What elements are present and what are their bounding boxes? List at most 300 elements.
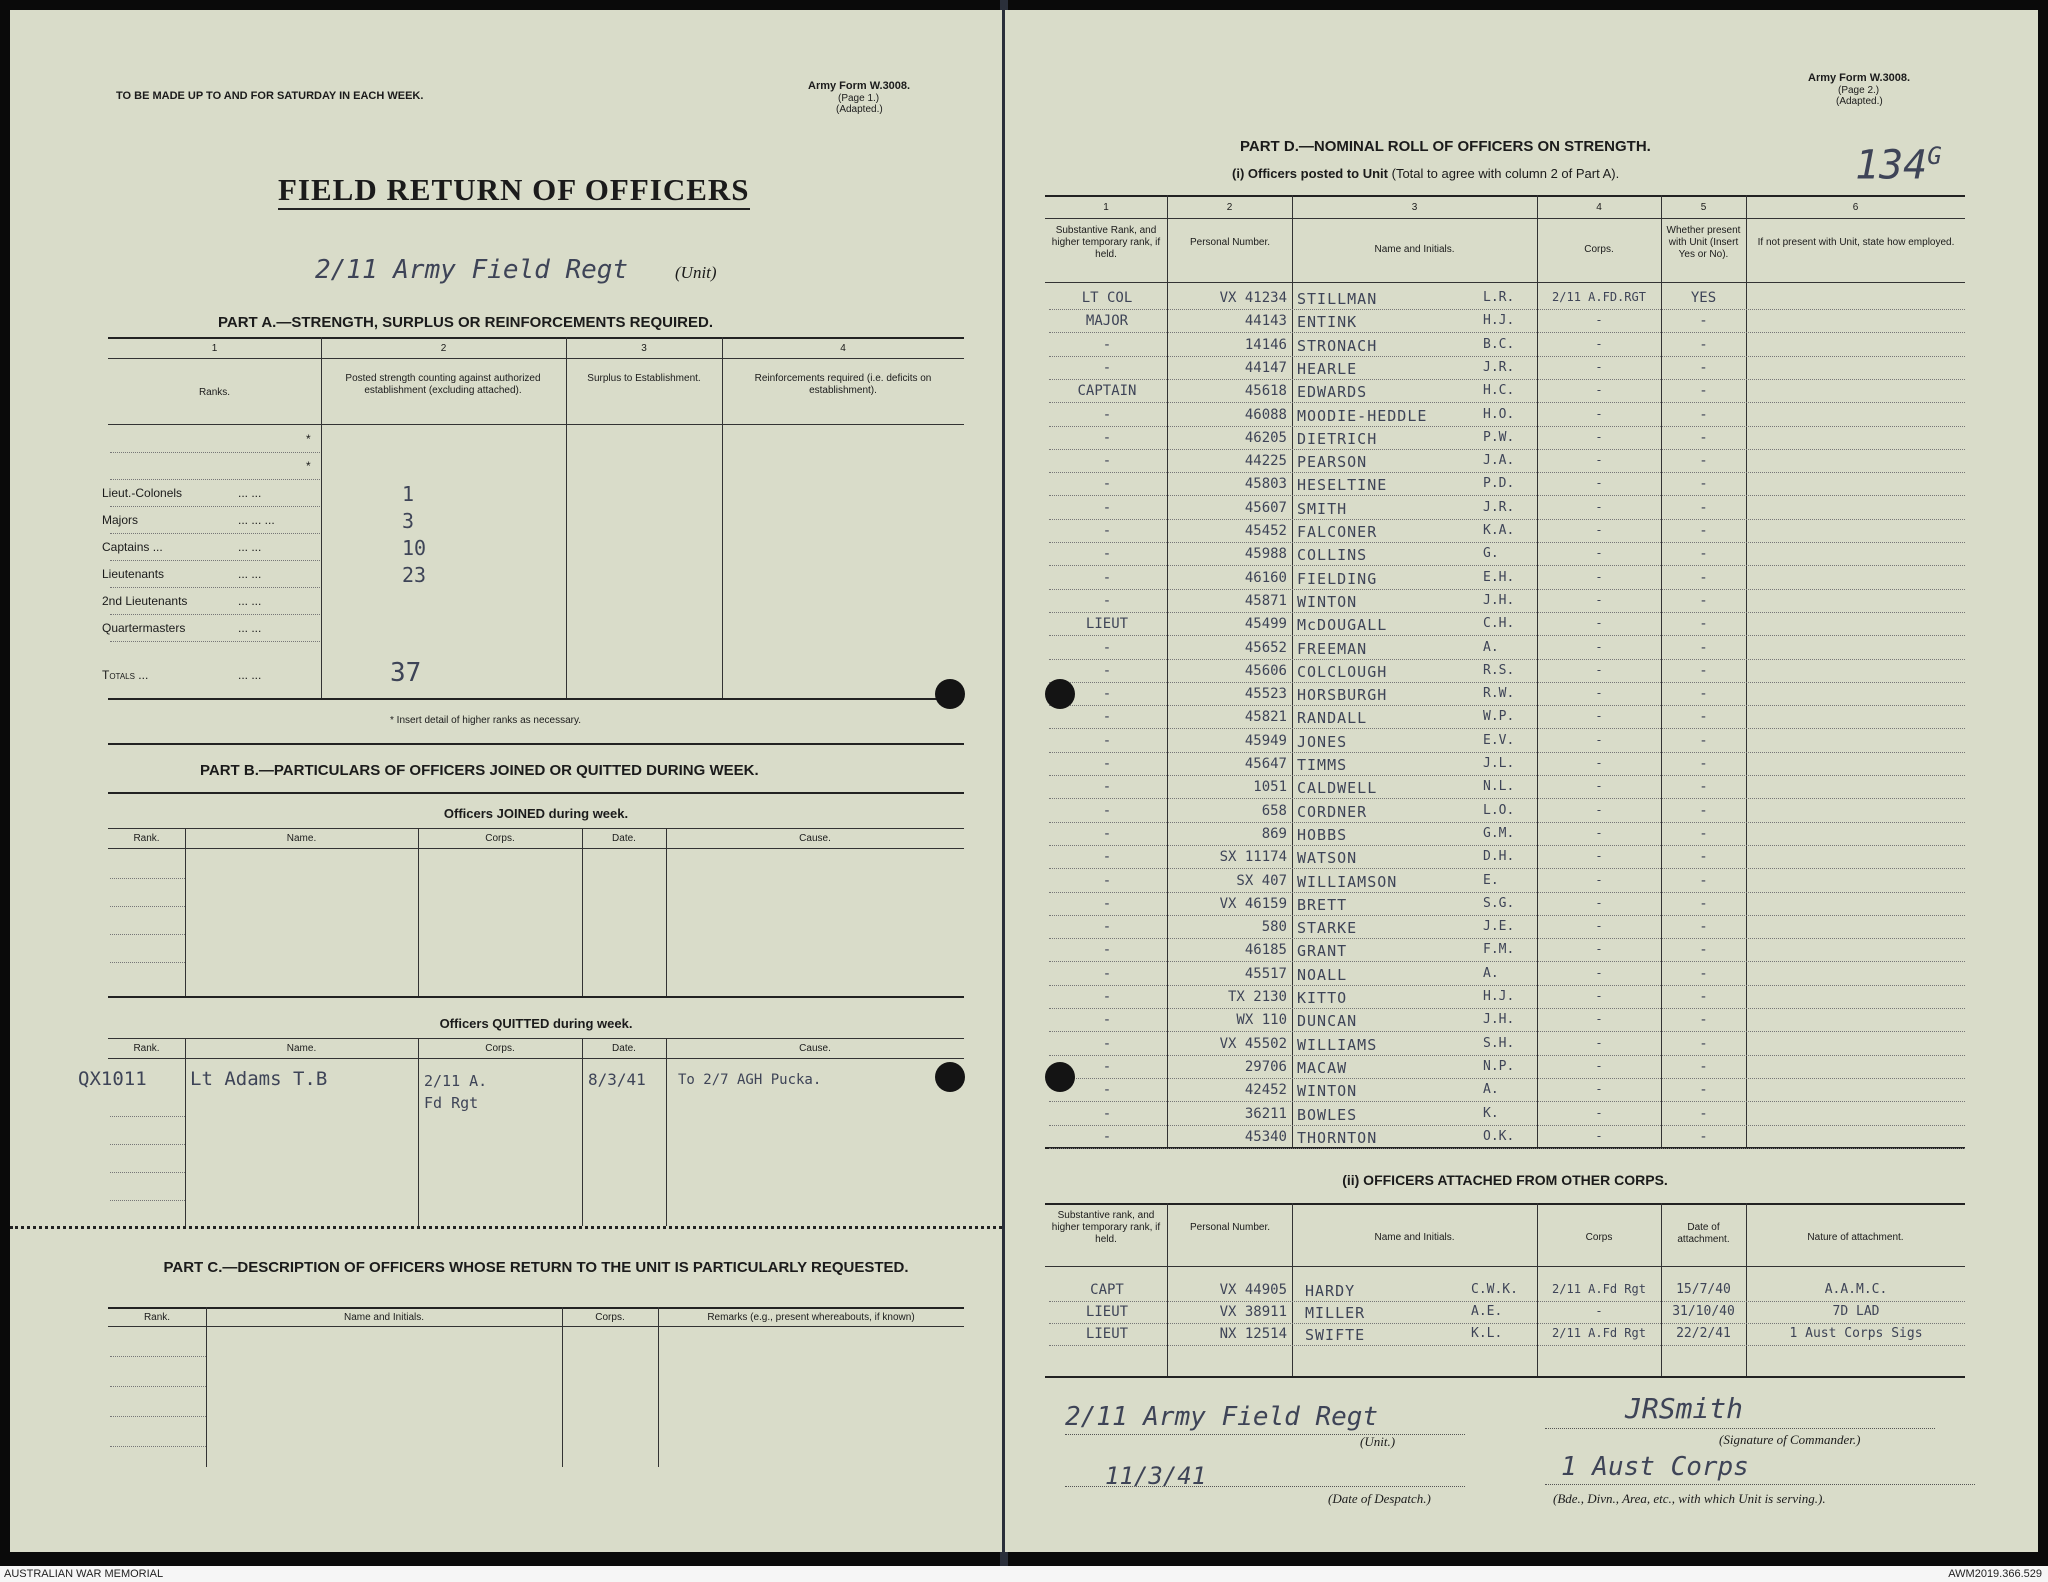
officer-present: - [1699,453,1708,469]
officer-name: DUNCAN [1297,1012,1358,1030]
officer-initials: G. [1483,546,1499,561]
officer-rank: CAPTAIN [1077,383,1137,399]
officer-rank: MAJOR [1085,313,1129,329]
attached-col-rank: Substantive rank, and higher temporary rank, if held. [1051,1210,1161,1245]
attached-name: HARDY [1305,1282,1356,1300]
officer-name: STRONACH [1297,337,1378,355]
attached-name: MILLER [1305,1304,1366,1322]
officer-corps: - [1595,337,1603,351]
officer-number: VX 41234 [1219,290,1287,306]
joined-col-rank: Rank. [133,833,160,844]
officer-row-rule [1049,1101,1965,1102]
officer-corps: - [1595,523,1603,537]
officer-number: 14146 [1244,337,1287,353]
officer-present: - [1699,593,1708,609]
officer-initials: L.O. [1483,803,1515,818]
part-d-col-num-4: 4 [1596,202,1602,213]
officer-name: THORNTON [1297,1129,1378,1147]
despatch-date-label: (Date of Despatch.) [1328,1491,1431,1506]
officer-initials: E.H. [1483,570,1515,585]
part-a-row-dots [110,560,320,561]
officer-name: STILLMAN [1297,290,1378,308]
quitted-col-date: Date. [612,1043,636,1054]
officer-number: 580 [1261,919,1287,935]
officer-row-rule [1049,752,1965,753]
officer-rank: - [1102,663,1112,679]
officer-rank: - [1102,476,1112,492]
officer-present: - [1699,1012,1708,1028]
officer-rank: - [1102,337,1112,353]
officer-row-rule [1049,985,1965,986]
part-a-col-header-ranks: Ranks. [198,387,231,398]
officer-row-rule [1049,1031,1965,1032]
footer-accession: AWM2019.366.529 [1948,1568,2042,1580]
attached-corps: - [1595,1304,1603,1318]
officer-present: - [1699,616,1708,632]
attached-number: VX 44905 [1219,1282,1287,1298]
officer-corps: - [1595,476,1603,490]
officer-row-rule [1049,635,1965,636]
attached-col-date: Date of attachment. [1677,1222,1730,1245]
officer-number: 44225 [1244,453,1287,469]
attached-number: VX 38911 [1219,1304,1287,1320]
attached-col-nature: Nature of attachment. [1807,1232,1904,1243]
officer-name: WILLIAMS [1297,1036,1378,1054]
officer-initials: E. [1483,873,1499,888]
joined-title: Officers JOINED during week. [443,806,629,821]
officer-row-rule [1049,728,1965,729]
part-a-posted-strength: 10 [402,536,427,560]
officer-name: FALCONER [1297,523,1378,541]
part-d-col-header-rank: Substantive Rank, and higher temporary rank, if held. [1051,225,1161,260]
perforation-line [10,1226,1002,1229]
officer-corps: - [1595,709,1603,723]
officer-corps: - [1595,1082,1603,1096]
part-c-col-name: Name and Initials. [343,1312,425,1323]
officer-number: 45499 [1244,616,1287,632]
officer-name: CALDWELL [1297,779,1378,797]
punch-hole [1045,679,1075,709]
officer-row-rule [1049,402,1965,403]
officer-initials: A. [1483,966,1499,981]
officer-number: 45949 [1244,733,1287,749]
attached-name: SWIFTE [1305,1326,1366,1344]
officer-rank: - [1102,500,1112,516]
officer-rank: - [1102,756,1112,772]
officer-name: GRANT [1297,942,1348,960]
officer-row-rule [1049,1125,1965,1126]
officer-corps: - [1595,873,1603,887]
officer-corps: - [1595,1129,1603,1143]
part-a-heading: PART A.—STRENGTH, SURPLUS OR REINFORCEMENTS REQUIRED. [218,314,714,331]
officer-rank: LT COL [1081,290,1133,306]
officer-present: - [1699,476,1708,492]
attached-nature: 1 Aust Corps Sigs [1789,1326,1923,1341]
part-d-subheading: (i) Officers posted to Unit (Total to agree with column 2 of Part A). [1232,166,1620,181]
officer-number: 29706 [1244,1059,1287,1075]
attached-nature: A.A.M.C. [1824,1282,1888,1297]
officer-rank: - [1102,966,1112,982]
attached-date: 22/2/41 [1676,1326,1731,1341]
officer-present: - [1699,756,1708,772]
officer-present: - [1699,709,1708,725]
officer-corps: - [1595,407,1603,421]
officer-name: HESELTINE [1297,476,1388,494]
officer-row-rule [1049,1078,1965,1079]
officer-number: 42452 [1244,1082,1287,1098]
part-a-totals-value: 37 [390,658,422,688]
officer-corps: - [1595,1106,1603,1120]
officer-corps: - [1595,570,1603,584]
officer-corps: - [1595,453,1603,467]
officer-corps: - [1595,616,1603,630]
officer-number: WX 110 [1236,1012,1287,1028]
officer-rank: - [1102,1129,1112,1145]
part-a-row-dots [110,479,320,480]
part-a-rank-mark: ... ... [238,594,262,608]
part-d-col-header-name: Name and Initials. [1374,244,1455,255]
footer-bar [0,1567,2048,1582]
attached-corps: 2/11 A.Fd Rgt [1552,1326,1646,1340]
officer-number: 45607 [1244,500,1287,516]
officer-rank: - [1102,873,1112,889]
attached-col-name: Name and Initials. [1374,1232,1455,1243]
joined-col-cause: Cause. [799,833,831,844]
part-a-row-dots [110,641,320,642]
officer-rank: - [1102,803,1112,819]
officer-rank: - [1102,360,1112,376]
officer-present: - [1699,733,1708,749]
officer-present: - [1699,989,1708,1005]
officer-name: DIETRICH [1297,430,1378,448]
part-a-posted-strength: 23 [402,563,427,587]
joined-col-name: Name. [286,833,317,844]
officer-present: - [1699,686,1708,702]
officer-initials: J.E. [1483,919,1515,934]
officer-row-rule [1049,589,1965,590]
part-a-rank-mark: ... ... [238,621,262,635]
punch-hole [935,1062,965,1092]
officer-corps: - [1595,919,1603,933]
part-a-rank-mark: * [306,459,311,473]
officer-present: - [1699,966,1708,982]
quitted-col-cause: Cause. [799,1043,831,1054]
officer-name: WILLIAMSON [1297,873,1398,891]
quitted-name: Lt Adams T.B [190,1068,328,1090]
officer-corps: - [1595,756,1603,770]
officer-name: TIMMS [1297,756,1348,774]
part-a-totals-dots: ... ... [238,668,262,682]
officer-corps: - [1595,733,1603,747]
officer-row-rule [1049,565,1965,566]
part-d-col-num-2: 2 [1226,202,1233,213]
part-a-col-header-reinforcements: Reinforcements required (i.e. deficits on establishment). [754,373,932,396]
part-a-rank: Lieutenants [102,567,165,581]
officer-name: KITTO [1297,989,1348,1007]
officer-present: - [1699,919,1708,935]
officer-present: - [1699,313,1708,329]
officer-initials: W.P. [1483,709,1515,724]
joined-col-date: Date. [612,833,636,844]
officer-initials: J.H. [1483,1012,1515,1027]
part-c-col-corps: Corps. [595,1312,625,1323]
corps-handwritten: 1 Aust Corps [1561,1452,1749,1482]
officer-initials: G.M. [1483,826,1515,841]
officer-present: - [1699,1082,1708,1098]
form-page: (Page 1.) [838,93,880,104]
attached-initials: K.L. [1471,1326,1503,1341]
officer-number: TX 2130 [1227,989,1287,1005]
officer-initials: N.L. [1483,779,1515,794]
officer-number: 45517 [1244,966,1287,982]
officer-corps: - [1595,663,1603,677]
officer-number: 45340 [1244,1129,1287,1145]
attached-rank: CAPT [1090,1282,1124,1298]
officer-corps: - [1595,500,1603,514]
part-d-col-num-1: 1 [1103,202,1109,213]
officer-corps: 2/11 A.FD.RGT [1552,290,1646,304]
officer-present: - [1699,570,1708,586]
officer-rank: - [1102,942,1112,958]
part-c-col-rank: Rank. [143,1312,171,1323]
officer-name: EDWARDS [1297,383,1368,401]
officer-number: 45606 [1244,663,1287,679]
officer-rank: - [1102,430,1112,446]
part-a-rank-mark: ... ... [238,540,262,554]
unit-handwritten: 2/11 Army Field Regt [315,255,629,285]
officer-rank: - [1102,453,1112,469]
part-a-rank-mark: ... ... [238,486,262,500]
officer-row-rule [1049,1055,1965,1056]
part-a-rank: 2nd Lieutenants [102,594,188,608]
officer-corps: - [1595,640,1603,654]
part-a-row-dots [110,587,320,588]
officer-rank: - [1102,1012,1112,1028]
officer-initials: J.H. [1483,593,1515,608]
part-b-heading: PART B.—PARTICULARS OF OFFICERS JOINED OR QUITTED DURING WEEK. [200,762,759,779]
officer-row-rule [1049,309,1965,310]
officer-name: MACAW [1297,1059,1348,1077]
officer-corps: - [1595,966,1603,980]
attached-nature: 7D LAD [1832,1304,1880,1319]
officer-initials: A. [1483,640,1499,655]
officer-corps: - [1595,1012,1603,1026]
part-a-rank: Lieut.-Colonels [102,486,183,500]
officer-initials: E.V. [1483,733,1515,748]
officer-initials: J.R. [1483,360,1515,375]
part-a-posted-strength: 1 [402,482,415,506]
officer-initials: K.A. [1483,523,1515,538]
officer-present: - [1699,337,1708,353]
officer-name: ENTINK [1297,313,1358,331]
officer-rank: - [1102,570,1112,586]
quitted-date: 8/3/41 [588,1070,646,1089]
footer-institution: AUSTRALIAN WAR MEMORIAL [4,1568,164,1580]
quitted-corps: 2/11 A. Fd Rgt [424,1072,488,1112]
officer-present: - [1699,500,1708,516]
officer-present: - [1699,803,1708,819]
part-a-row-dots [110,533,320,534]
officer-initials: D.H. [1483,849,1515,864]
officer-initials: H.C. [1483,383,1515,398]
officer-initials: R.S. [1483,663,1515,678]
quitted-cause: To 2/7 AGH Pucka. [678,1072,822,1088]
part-a-rank-mark: ... ... [238,567,262,581]
officer-row-rule [1049,775,1965,776]
officer-row-rule [1049,798,1965,799]
officer-initials: H.J. [1483,989,1515,1004]
officer-name: STARKE [1297,919,1358,937]
attached-corps: 2/11 A.Fd Rgt [1552,1282,1646,1296]
corps-label: (Bde., Divn., Area, etc., with which Unit is serving.). [1553,1491,1826,1506]
officer-name: RANDALL [1297,709,1368,727]
officer-number: VX 45502 [1219,1036,1287,1052]
unit-label-footer: (Unit.) [1360,1434,1396,1449]
unit-label: (Unit) [675,263,717,282]
officer-rank: - [1102,779,1112,795]
officer-number: 44143 [1244,313,1287,329]
part-a-col-num-4: 4 [840,343,846,354]
officer-name: SMITH [1297,500,1348,518]
officer-initials: O.K. [1483,1129,1515,1144]
quitted-rank: QX1011 [78,1068,147,1090]
officer-corps: - [1595,803,1603,817]
officer-name: HOBBS [1297,826,1348,844]
officer-corps: - [1595,826,1603,840]
part-a-col-num-2: 2 [440,343,447,354]
officer-rank: - [1102,1036,1112,1052]
officer-row-rule [1049,1008,1965,1009]
officer-rank: - [1102,919,1112,935]
part-a-footnote: * Insert detail of higher ranks as necessary. [390,715,582,726]
officer-row-rule [1049,426,1965,427]
officer-present: - [1699,896,1708,912]
officer-number: 44147 [1244,360,1287,376]
officer-name: FIELDING [1297,570,1378,588]
officer-number: 45452 [1244,523,1287,539]
officer-name: HEARLE [1297,360,1358,378]
officer-rank: - [1102,826,1112,842]
attached-initials: A.E. [1471,1304,1503,1319]
officer-rank: - [1102,733,1112,749]
officer-name: HORSBURGH [1297,686,1388,704]
officer-rank: - [1102,896,1112,912]
commander-signature: JRSmith [1625,1392,1744,1425]
form-number: Army Form W.3008. [1808,72,1911,84]
officer-present: - [1699,873,1708,889]
part-d-col-num-6: 6 [1852,202,1859,213]
officer-present: - [1699,1106,1708,1122]
officer-present: - [1699,779,1708,795]
officer-rank: - [1102,407,1112,423]
part-c-col-remarks: Remarks (e.g., present whereabouts, if known) [707,1312,915,1323]
officer-row-rule [1049,915,1965,916]
form-page-2 [1005,10,2038,1552]
joined-col-corps: Corps. [485,833,515,844]
officer-row-rule [1049,682,1965,683]
officer-row-rule [1049,822,1965,823]
officer-present: - [1699,430,1708,446]
form-page: (Page 2.) [1838,85,1880,96]
form-adapted: (Adapted.) [1836,96,1883,107]
officer-row-rule [1049,332,1965,333]
form-adapted: (Adapted.) [836,104,883,115]
part-a-col-num-1: 1 [211,343,218,354]
page-mark: $134^G$ [1855,142,1942,189]
officer-initials: A. [1483,1082,1499,1097]
form-number: Army Form W.3008. [808,80,911,92]
part-a-row-dots [110,506,320,507]
officer-number: 1051 [1253,779,1287,795]
officer-name: BOWLES [1297,1106,1358,1124]
officer-initials: R.W. [1483,686,1515,701]
officer-present: - [1699,1129,1708,1145]
attached-number: NX 12514 [1219,1326,1287,1342]
officer-number: 45803 [1244,476,1287,492]
signature-label: (Signature of Commander.) [1719,1432,1861,1447]
officer-rank: LIEUT [1085,616,1129,632]
quitted-title: Officers QUITTED during week. [439,1016,633,1031]
quitted-col-rank: Rank. [133,1043,160,1054]
officer-rank: - [1102,1106,1112,1122]
officer-initials: J.R. [1483,500,1515,515]
officer-present: - [1699,360,1708,376]
officer-number: 45988 [1244,546,1287,562]
officer-corps: - [1595,989,1603,1003]
punch-hole [1045,1062,1075,1092]
officer-present: - [1699,663,1708,679]
part-a-rank: Quartermasters [102,621,186,635]
officer-present: - [1699,849,1708,865]
attached-date: 15/7/40 [1676,1282,1731,1297]
punch-hole [935,679,965,709]
part-a-col-header-posted: Posted strength counting against authorized establishment (excluding attached). [345,373,541,396]
officer-present: YES [1690,290,1717,306]
officer-name: JONES [1297,733,1348,751]
officer-name: FREEMAN [1297,640,1368,658]
part-a-totals-label: Totals ... [102,668,149,682]
part-a-col-header-surplus: Surplus to Establishment. [587,373,701,384]
officer-name: CORDNER [1297,803,1368,821]
officer-name: NOALL [1297,966,1348,984]
officer-initials: P.W. [1483,430,1515,445]
part-d-col-header-number: Personal Number. [1189,237,1271,248]
officer-name: COLCLOUGH [1297,663,1388,681]
officer-number: 45652 [1244,640,1287,656]
officer-present: - [1699,826,1708,842]
officer-row-rule [1049,938,1965,939]
officer-number: 658 [1261,803,1287,819]
part-d-col-header-employed: If not present with Unit, state how employed. [1757,237,1955,248]
officer-corps: - [1595,686,1603,700]
officer-row-rule [1049,472,1965,473]
officer-row-rule [1049,1148,1965,1149]
officer-rank: - [1102,1082,1112,1098]
part-a-row-dots [110,452,320,453]
officer-row-rule [1049,892,1965,893]
unit-handwritten-footer: 2/11 Army Field Regt [1065,1402,1379,1432]
officer-row-rule [1049,961,1965,962]
officer-rank: - [1102,1059,1112,1075]
part-d-heading: PART D.—NOMINAL ROLL OF OFFICERS ON STRENGTH. [1240,138,1651,155]
officer-row-rule [1049,449,1965,450]
part-d-col-num-5: 5 [1700,202,1707,213]
officer-row-rule [1049,868,1965,869]
officer-corps: - [1595,942,1603,956]
officer-corps: - [1595,430,1603,444]
officer-corps: - [1595,546,1603,560]
form-title: FIELD RETURN OF OFFICERS [278,172,750,210]
